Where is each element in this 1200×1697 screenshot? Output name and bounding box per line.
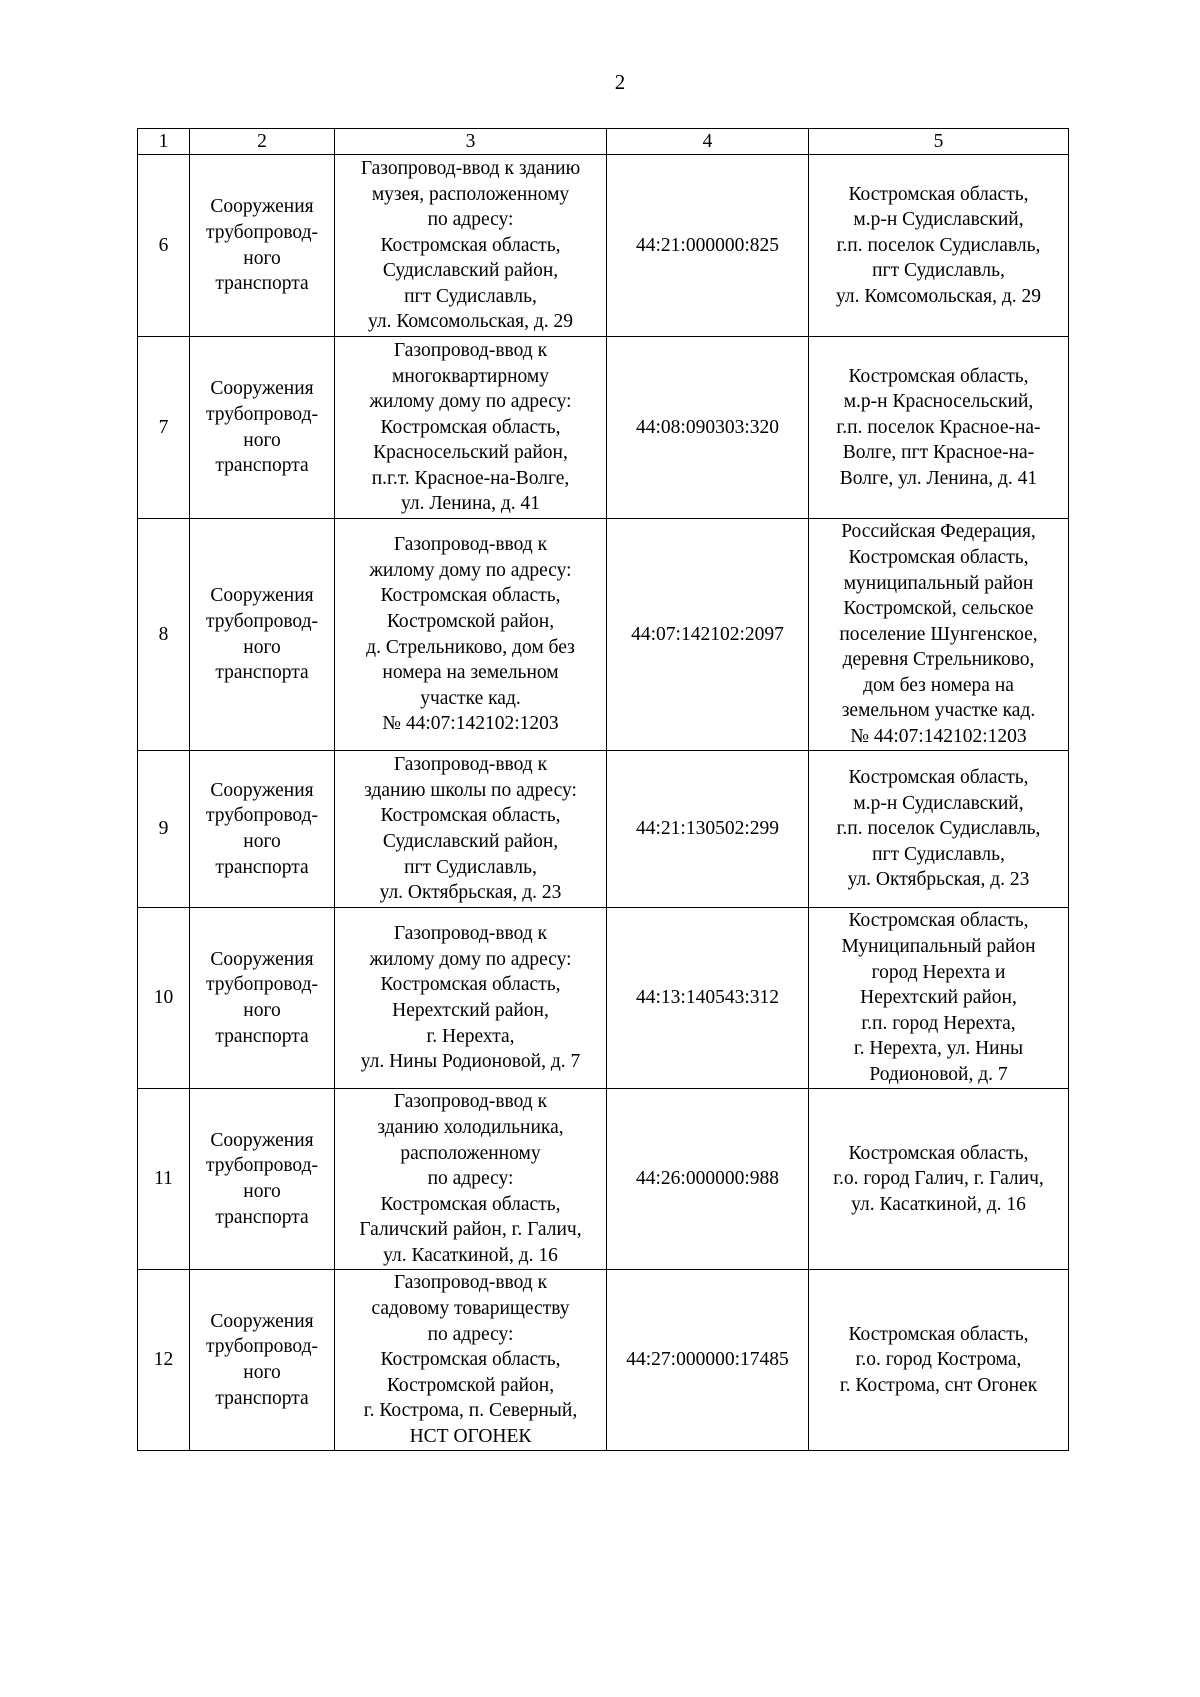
column-number-cell: 1 (138, 129, 190, 155)
object-description-cell: Газопровод-ввод к многоквартирному жилому дому по адресу: Костромская область, Красносельский район, п.г.т. Красное-на-Волге, ул. Ленина, д. 41 (335, 337, 607, 519)
object-description-cell: Газопровод-ввод к жилому дому по адресу: Костромская область, Костромской район, д. Стрельниково, дом без номера на земельном участке кад. № 44:07:142102:1203 (335, 519, 607, 751)
location-address-cell: Костромская область, г.о. город Галич, г. Галич, ул. Касаткиной, д. 16 (809, 1089, 1069, 1270)
column-number-cell: 3 (335, 129, 607, 155)
location-address-cell: Российская Федерация, Костромская область, муниципальный район Костромской, сельское поселение Шунгенское, деревня Стрельниково, дом без номера на земельном участке кад. № 44:07:142102:1203 (809, 519, 1069, 751)
object-type-cell: Сооружения трубопровод- ного транспорта (190, 751, 335, 908)
object-description-cell: Газопровод-ввод к зданию холодильника, расположенному по адресу: Костромская область, Галичский район, г. Галич, ул. Касаткиной, д. 16 (335, 1089, 607, 1270)
table-row (138, 337, 1069, 519)
object-type-cell: Сооружения трубопровод- ного транспорта (190, 1270, 335, 1451)
location-address-cell: Костромская область, м.р-н Судиславский, г.п. поселок Судиславль, пгт Судиславль, ул. Октябрьская, д. 23 (809, 751, 1069, 908)
row-number-cell: 11 (138, 1089, 190, 1270)
object-description-cell: Газопровод-ввод к зданию музея, расположенному по адресу: Костромская область, Судиславский район, пгт Судиславль, ул. Комсомольская, д. 29 (335, 155, 607, 337)
object-description-cell: Газопровод-ввод к жилому дому по адресу: Костромская область, Нерехтский район, г. Нерехта, ул. Нины Родионовой, д. 7 (335, 908, 607, 1089)
table-row (138, 1270, 1069, 1451)
cadastral-number-cell: 44:07:142102:2097 (607, 519, 809, 751)
object-description-cell: Газопровод-ввод к садовому товариществу по адресу: Костромская область, Костромской район, г. Кострома, п. Северный, НСТ ОГОНЕК (335, 1270, 607, 1451)
location-address-cell: Костромская область, м.р-н Судиславский, г.п. поселок Судиславль, пгт Судиславль, ул. Комсомольская, д. 29 (809, 155, 1069, 337)
object-type-cell: Сооружения трубопровод- ного транспорта (190, 519, 335, 751)
table-row (138, 908, 1069, 1089)
column-number-cell: 5 (809, 129, 1069, 155)
object-type-cell: Сооружения трубопровод- ного транспорта (190, 908, 335, 1089)
row-number-cell: 12 (138, 1270, 190, 1451)
registry-table (137, 128, 1069, 1451)
cadastral-number-cell: 44:13:140543:312 (607, 908, 809, 1089)
location-address-cell: Костромская область, г.о. город Кострома, г. Кострома, снт Огонек (809, 1270, 1069, 1451)
row-number-cell: 7 (138, 337, 190, 519)
column-number-cell: 4 (607, 129, 809, 155)
object-description-cell: Газопровод-ввод к зданию школы по адресу: Костромская область, Судиславский район, пгт Судиславль, ул. Октябрьская, д. 23 (335, 751, 607, 908)
cadastral-number-cell: 44:26:000000:988 (607, 1089, 809, 1270)
column-number-cell: 2 (190, 129, 335, 155)
object-type-cell: Сооружения трубопровод- ного транспорта (190, 337, 335, 519)
location-address-cell: Костромская область, Муниципальный район город Нерехта и Нерехтский район, г.п. город Нерехта, г. Нерехта, ул. Нины Родионовой, д. 7 (809, 908, 1069, 1089)
row-number-cell: 10 (138, 908, 190, 1089)
page-number: 2 (614, 70, 626, 94)
cadastral-number-cell: 44:21:130502:299 (607, 751, 809, 908)
table-row (138, 519, 1069, 751)
cadastral-number-cell: 44:08:090303:320 (607, 337, 809, 519)
column-number-row (138, 129, 1069, 155)
object-type-cell: Сооружения трубопровод- ного транспорта (190, 1089, 335, 1270)
location-address-cell: Костромская область, м.р-н Красносельский, г.п. поселок Красное-на- Волге, пгт Красное-на- Волге, ул. Ленина, д. 41 (809, 337, 1069, 519)
row-number-cell: 8 (138, 519, 190, 751)
object-type-cell: Сооружения трубопровод- ного транспорта (190, 155, 335, 337)
table-row (138, 155, 1069, 337)
row-number-cell: 6 (138, 155, 190, 337)
table-row (138, 751, 1069, 908)
table-row (138, 1089, 1069, 1270)
cadastral-number-cell: 44:21:000000:825 (607, 155, 809, 337)
registry-table-body (138, 129, 1069, 1451)
row-number-cell: 9 (138, 751, 190, 908)
cadastral-number-cell: 44:27:000000:17485 (607, 1270, 809, 1451)
